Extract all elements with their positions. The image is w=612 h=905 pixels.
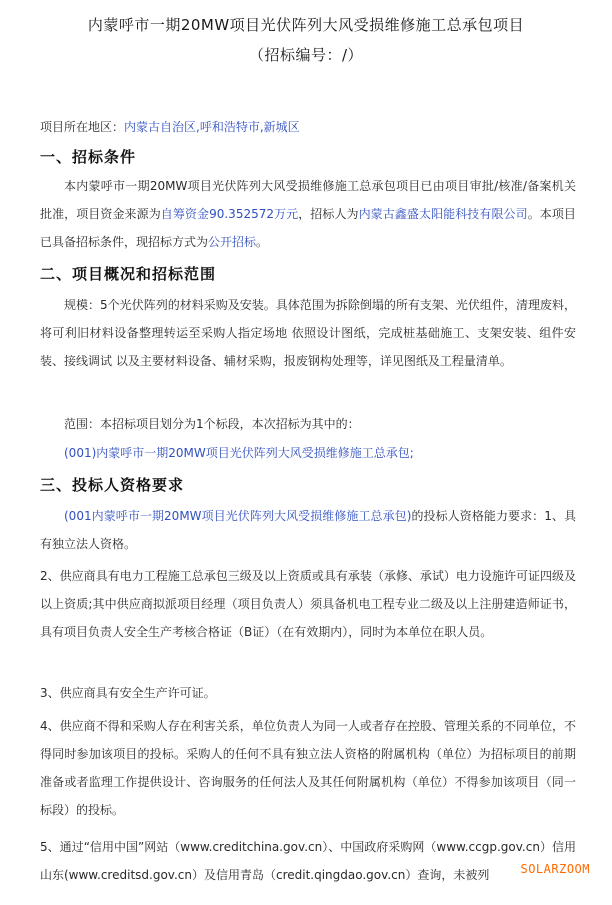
section-heading-tender-conditions: 一、招标条件	[40, 148, 137, 166]
tender-text-3: 。本项目已具备招标条件，现招标方式为	[40, 207, 576, 249]
tender-conditions-paragraph	[40, 172, 576, 256]
tender-text-2: ，招标人为	[298, 207, 359, 221]
scope-paragraph: 范围：本招标项目划分为1个标段，本次招标为其中的：	[64, 417, 360, 431]
page-title: 内蒙呼市一期20MW项目光伏阵列大风受损维修施工总承包项目	[87, 16, 525, 34]
lot-reference: (001内蒙呼市一期20MW项目光伏阵列大风受损维修施工总承包)	[64, 509, 412, 523]
fund-source: 自筹资金	[160, 207, 210, 221]
location-label: 项目所在地区：	[40, 120, 125, 134]
qualification-item-5: 5、通过“信用中国”网站（www.creditchina.gov.cn）、中国政府采购网（www.ccgp.gov.cn）信用山东(www.creditsd.gov.cn）及信用青岛（credit.qingdao.gov.cn）查询，未被列	[40, 840, 576, 882]
section-heading-project-overview: 二、项目概况和招标范围	[40, 265, 217, 283]
fund-amount: 90.352572万元	[209, 207, 299, 221]
tender-text-1: 本内蒙呼市一期20MW项目光伏阵列大风受损维修施工总承包项目已由项目审批/核准/备案机关批准，项目资金来源为	[40, 179, 576, 221]
location-value: 内蒙古自治区,呼和浩特市,新城区	[124, 120, 300, 134]
qualification-item-2: 2、供应商具有电力工程施工总承包三级及以上资质或具有承装（承修、承试）电力设施许可证四级及以上资质;其中供应商拟派项目经理（项目负责人）须具备机电工程专业二级及以上注册建造师证书，具有项目负责人安全生产考核合格证（B证）（在有效期内），同时为本单位在职人员。	[40, 569, 576, 639]
project-location	[40, 113, 576, 141]
qualification-intro-text: 的投标人资格能力要求：1、具有独立法人资格。	[40, 509, 576, 551]
tender-text-4: 。	[256, 235, 269, 249]
tender-method: 公开招标	[208, 235, 257, 249]
scale-paragraph: 规模：5个光伏阵列的材料采购及安装。具体范围为拆除倒塌的所有支架、光伏组件，清理废料，将可利旧材料设备整理转运至采购人指定场地 依照设计图纸，完成桩基础施工、支架安装、组件安装、接线调试 以及主要材料设备、辅材采购，报废钢构处理等，详见图纸及工程量清单。	[40, 298, 576, 368]
section-heading-bidder-qualifications: 三、投标人资格要求	[40, 476, 185, 494]
qualification-intro	[40, 502, 576, 558]
qualification-item-3: 3、供应商具有安全生产许可证。	[40, 686, 216, 700]
qualification-item-4: 4、供应商不得和采购人存在利害关系，单位负责人为同一人或者存在控股、管理关系的不同单位，不得同时参加该项目的投标。采购人的任何不具有独立法人资格的附属机构（单位）为招标项目的前期准备或者监理工作提供设计、咨询服务的任何法人及其任何附属机构（单位）不得参加该项目（同一标段）的投标。	[40, 719, 576, 817]
bid-number: （招标编号：/）	[248, 46, 364, 64]
solarzoom-watermark: SOLARZOOM	[520, 862, 590, 876]
lot-item: (001)内蒙呼市一期20MW项目光伏阵列大风受损维修施工总承包;	[64, 446, 414, 460]
tenderer-name: 内蒙古鑫盛太阳能科技有限公司	[358, 207, 528, 221]
